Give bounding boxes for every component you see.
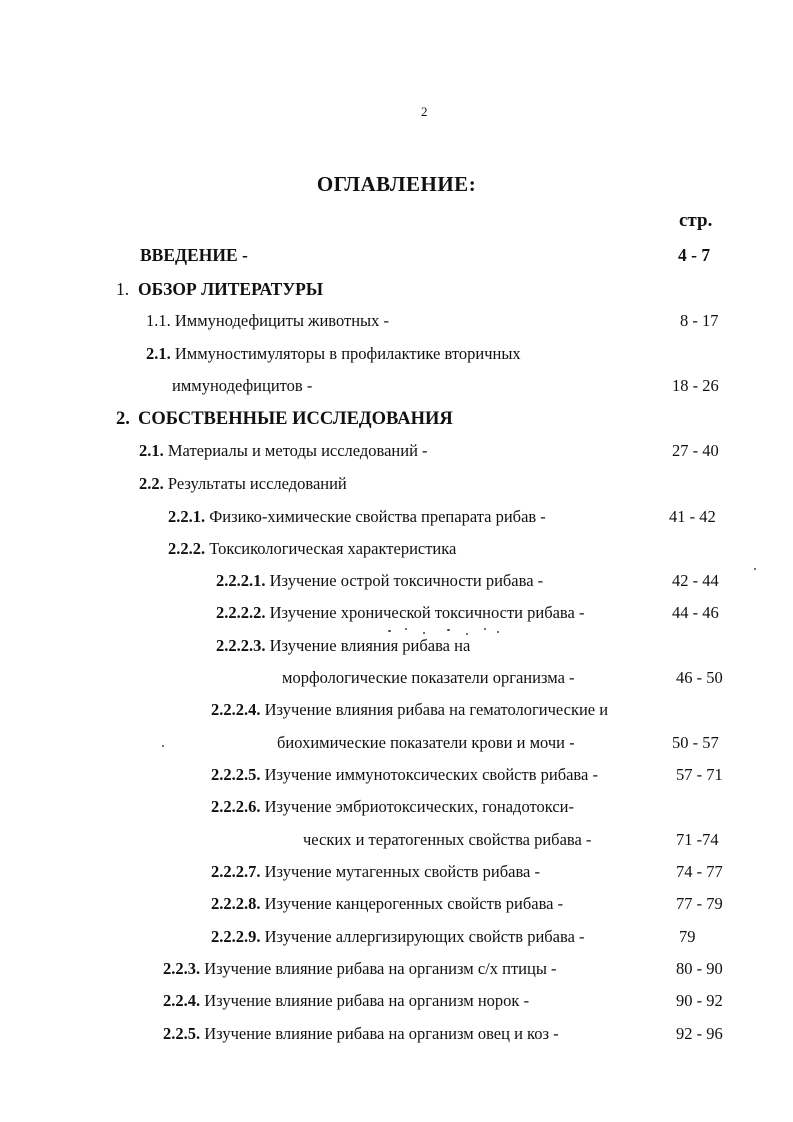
entry-number: 2.2.2.: [168, 539, 206, 558]
entry-text: Изучение канцерогенных свойств рибава -: [264, 894, 564, 913]
entry-pages: 57 - 71: [676, 765, 723, 784]
toc-entry-2-2-5: [163, 1024, 559, 1044]
scan-speck: [423, 632, 425, 634]
entry-text: Изучение иммунотоксических свойств рибава -: [264, 765, 598, 784]
entry-pages: 8 - 17: [680, 311, 719, 330]
entry-text: биохимические показатели крови и мочи -: [277, 733, 575, 752]
entry-text: Физико-химические свойства препарата рибав -: [209, 507, 546, 526]
toc-entry-2-2-2-6-cont: [303, 830, 591, 850]
toc-entry-2-2: [139, 474, 347, 494]
entry-pages: 74 - 77: [676, 862, 723, 881]
entry-number: 2.1.: [146, 344, 171, 363]
entry-text: ческих и тератогенных свойства рибава -: [303, 830, 592, 849]
entry-text: Изучение влияние рибава на организм норок -: [204, 991, 530, 1010]
entry-pages: 27 - 40: [672, 441, 719, 460]
scan-speck: [484, 628, 486, 630]
entry-text: Изучение острой токсичности рибава -: [269, 571, 544, 590]
toc-entry-2-2-1: [168, 507, 546, 527]
entry-number: 2.2.: [139, 474, 164, 493]
toc-entry-2-2-2-4: [211, 700, 608, 720]
entry-text: Иммунодефициты животных -: [174, 311, 389, 330]
page-number: 2: [421, 104, 428, 119]
toc-title: ОГЛАВЛЕНИЕ:: [316, 172, 477, 196]
entry-number: 2.1.: [139, 441, 164, 460]
entry-text: Результаты исследований: [167, 474, 347, 493]
entry-text: Изучение мутагенных свойств рибава -: [264, 862, 540, 881]
entry-text: Изучение влияние рибава на организм овец и коз -: [204, 1024, 559, 1043]
entry-number: 2.2.2.3.: [216, 636, 266, 655]
entry-number: 2.2.2.1.: [216, 571, 266, 590]
pages-column-label: стр.: [679, 210, 713, 231]
entry-pages: 77 - 79: [676, 894, 723, 913]
toc-entry-section-1: [116, 279, 323, 300]
toc-entry-2-2-3: [163, 959, 557, 979]
entry-number: 1.: [116, 279, 130, 299]
scan-speck: [388, 630, 391, 632]
toc-entry-2-2-4: [163, 991, 529, 1011]
scan-speck: [447, 629, 450, 631]
scan-speck: [466, 633, 468, 635]
entry-text: морфологические показатели организма -: [282, 668, 575, 687]
entry-pages: 80 - 90: [676, 959, 723, 978]
entry-number: 2.2.2.5.: [211, 765, 261, 784]
toc-entry-section-2: [116, 409, 453, 430]
entry-text: ВВЕДЕНИЕ -: [140, 245, 248, 265]
scan-speck: [754, 568, 756, 570]
entry-number: 2.2.4.: [163, 991, 201, 1010]
entry-pages: 46 - 50: [676, 668, 723, 687]
toc-entry-2-1a-cont: [172, 376, 312, 396]
toc-entry-2-2-2-8: [211, 894, 563, 914]
entry-pages: 42 - 44: [672, 571, 719, 590]
entry-pages: 90 - 92: [676, 991, 723, 1010]
scan-speck: [162, 745, 164, 747]
toc-entry-2-1: [139, 441, 428, 461]
toc-entry-2-2-2: [168, 539, 456, 559]
entry-pages: 71 -74: [676, 830, 719, 849]
toc-entry-1-1: [146, 311, 389, 331]
entry-text: Изучение хронической токсичности рибава -: [269, 603, 585, 622]
entry-text: Изучение аллергизирующих свойств рибава -: [264, 927, 585, 946]
entry-text: СОБСТВЕННЫЕ ИССЛЕДОВАНИЯ: [138, 409, 453, 429]
entry-number: 2.2.3.: [163, 959, 201, 978]
toc-entry-2-2-2-7: [211, 862, 540, 882]
entry-pages: 50 - 57: [672, 733, 719, 752]
entry-number: 2.2.1.: [168, 507, 206, 526]
entry-number: 2.2.5.: [163, 1024, 201, 1043]
entry-number: 2.2.2.2.: [216, 603, 266, 622]
toc-entry-2-2-2-3: [216, 636, 470, 656]
toc-entry-2-2-2-3-cont: [282, 668, 575, 688]
entry-number: 2.2.2.9.: [211, 927, 261, 946]
toc-entry-2-2-2-9: [211, 927, 585, 947]
entry-text: Изучение влияние рибава на организм с/х птицы -: [204, 959, 557, 978]
entry-text: Токсикологическая характеристика: [209, 539, 457, 558]
entry-text: Изучение влияния рибава на гематологические и: [264, 700, 609, 719]
entry-pages: 41 - 42: [669, 507, 716, 526]
toc-entry-2-2-2-1: [216, 571, 543, 591]
toc-entry-2-2-2-6: [211, 797, 574, 817]
toc-entry-intro: [140, 245, 248, 266]
toc-entry-2-2-2-4-cont: [277, 733, 575, 753]
scan-speck: [405, 628, 407, 630]
scan-speck: [497, 631, 499, 633]
toc-entry-2-2-2-5: [211, 765, 598, 785]
entry-pages: 92 - 96: [676, 1024, 723, 1043]
toc-entry-2-2-2-2: [216, 603, 584, 623]
entry-text: Материалы и методы исследований -: [167, 441, 428, 460]
entry-text: иммунодефицитов -: [172, 376, 313, 395]
entry-number: 2.2.2.6.: [211, 797, 261, 816]
entry-text: Изучение эмбриотоксических, гонадотокси-: [264, 797, 574, 816]
entry-number: 2.2.2.4.: [211, 700, 261, 719]
entry-number: 2.: [116, 409, 130, 429]
entry-number: 2.2.2.8.: [211, 894, 261, 913]
toc-entry-2-1a: [146, 344, 521, 364]
entry-pages: 18 - 26: [672, 376, 719, 395]
entry-pages: 44 - 46: [672, 603, 719, 622]
entry-pages: 4 - 7: [678, 245, 711, 265]
entry-text: Изучение влияния рибава на: [269, 636, 471, 655]
entry-text: ОБЗОР ЛИТЕРАТУРЫ: [138, 279, 324, 299]
entry-pages: 79: [679, 927, 696, 946]
entry-number: 2.2.2.7.: [211, 862, 261, 881]
entry-text: Иммуностимуляторы в профилактике вторичных: [174, 344, 521, 363]
entry-number: 1.1.: [146, 311, 171, 330]
